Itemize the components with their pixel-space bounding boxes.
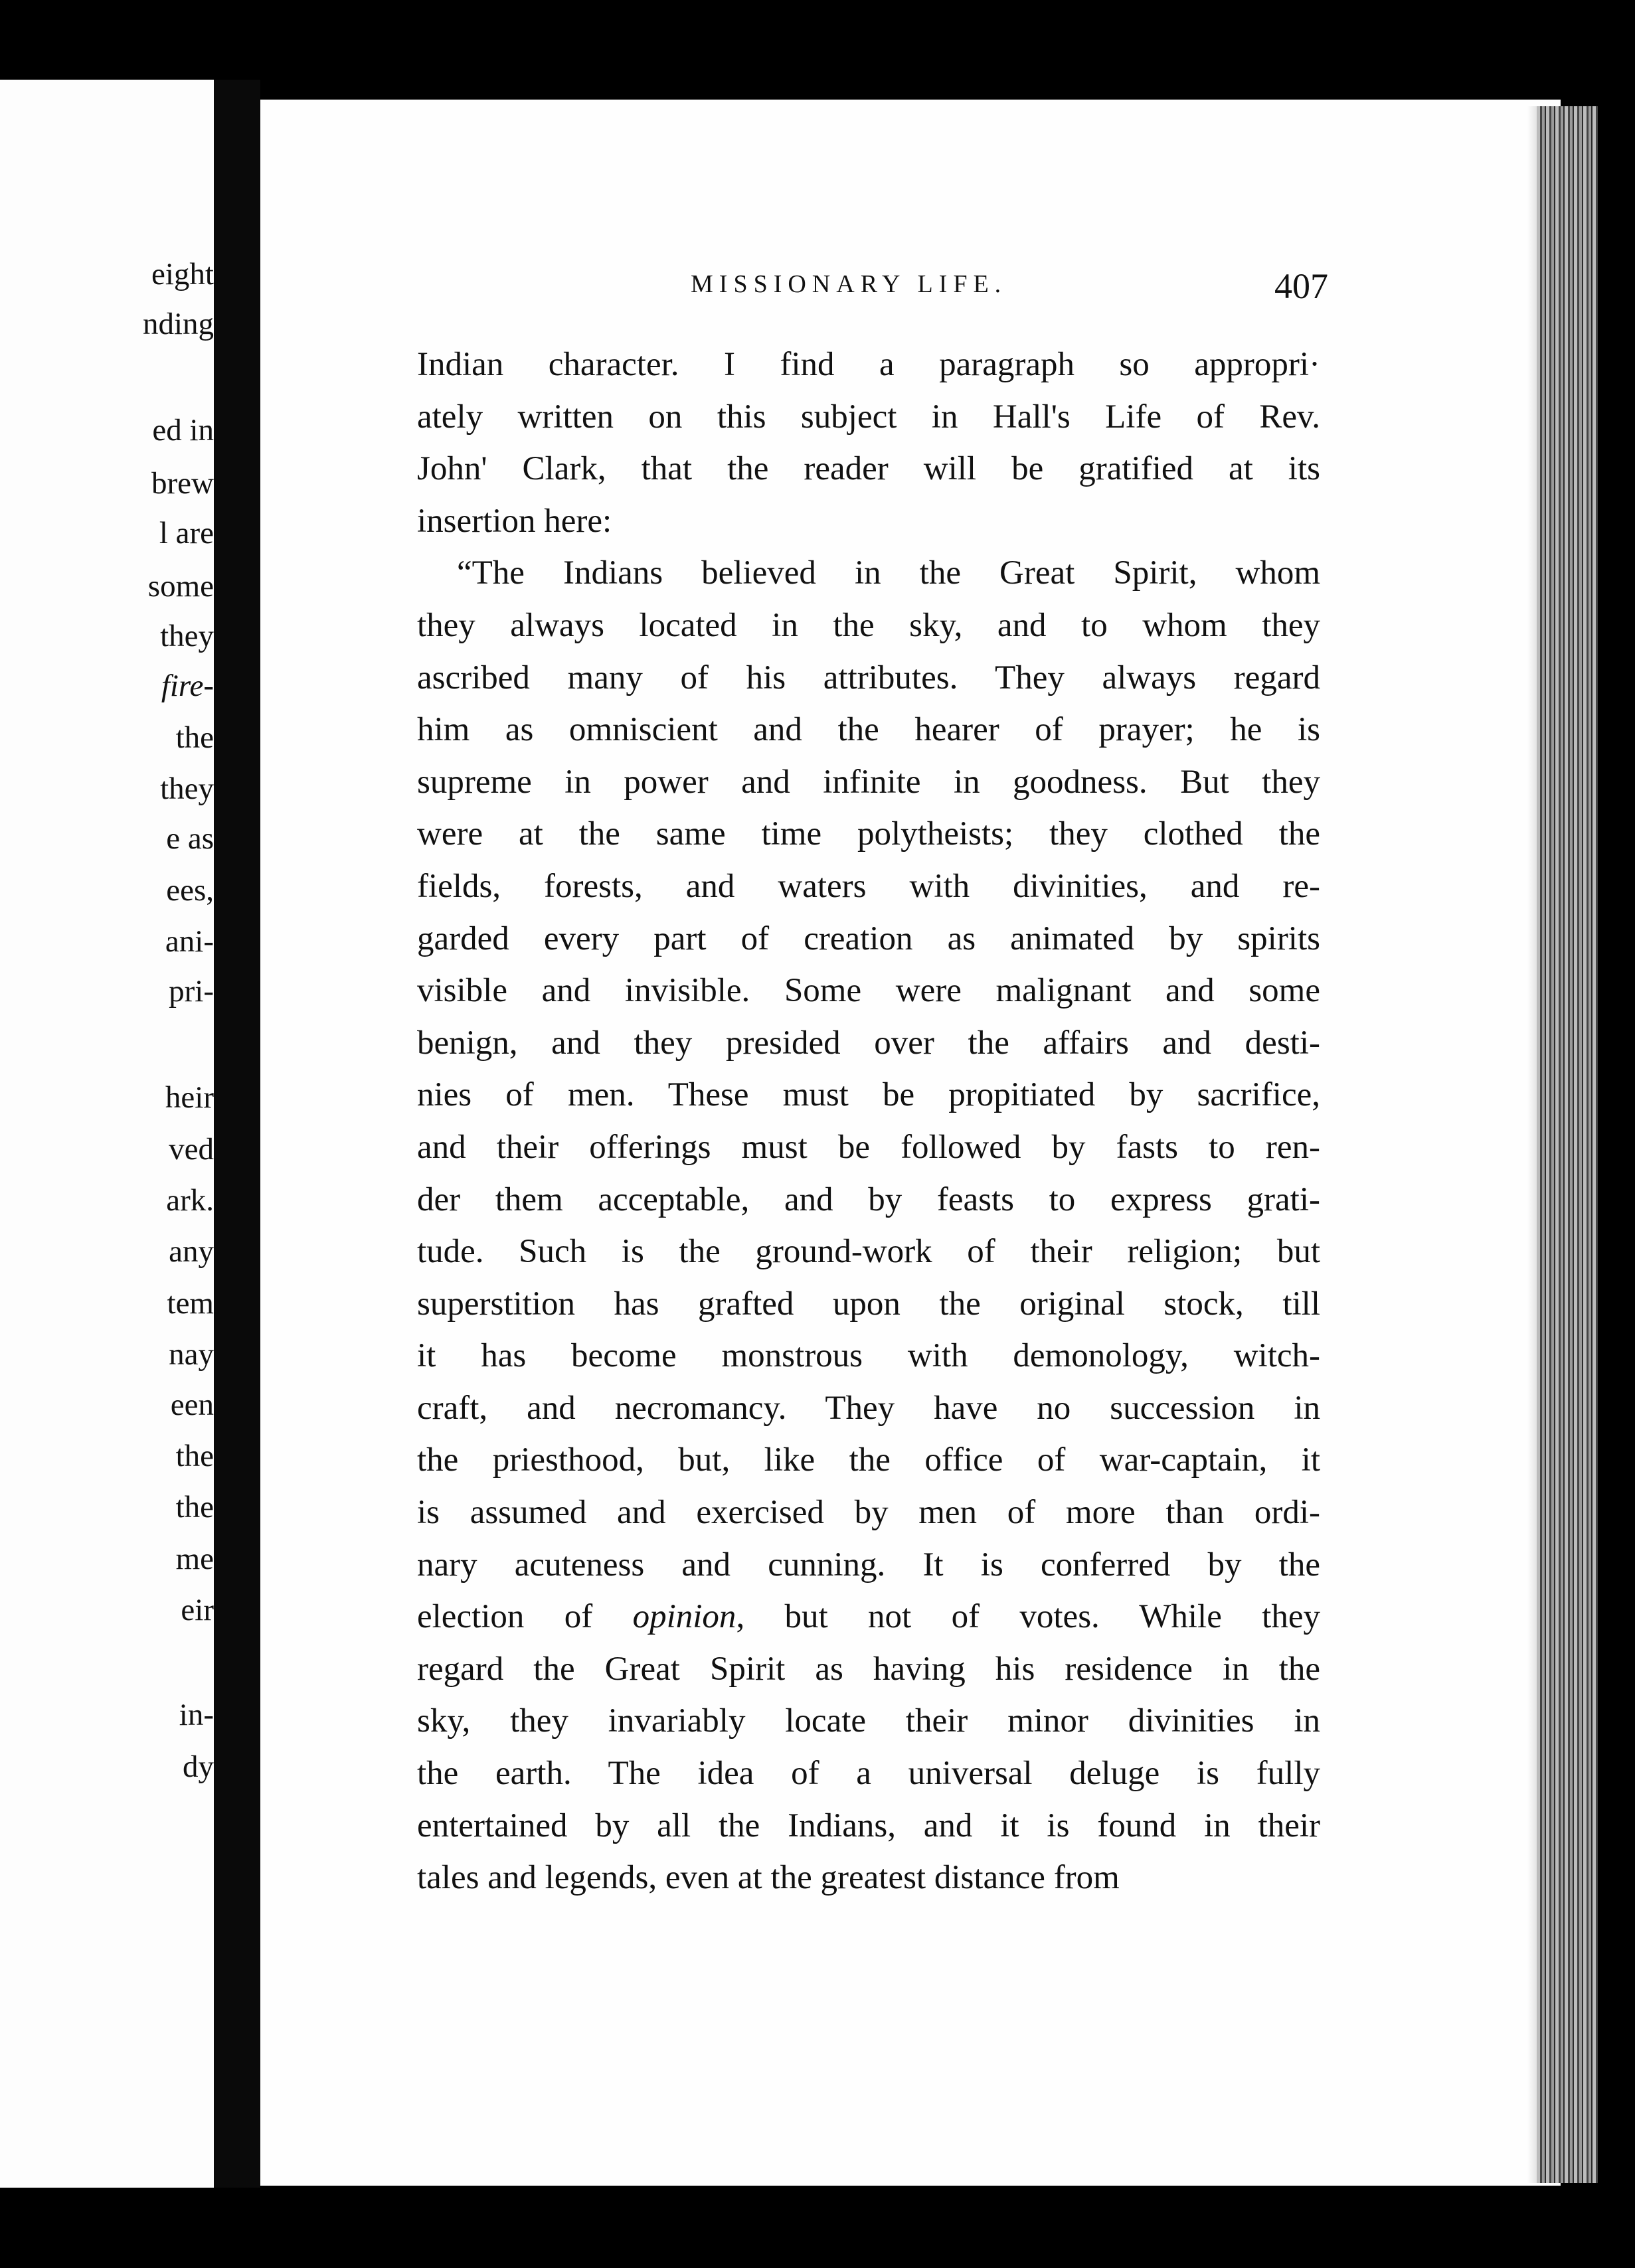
left-page-fragment: l are — [159, 516, 214, 550]
page-header — [691, 266, 1328, 319]
left-page-fragment: dy — [183, 1749, 214, 1784]
text-line: garded every part of creation as animated by spirits — [417, 920, 1320, 957]
text-line: John' Clark, that the reader will be gratified at its — [417, 450, 1320, 488]
italic-word: opinion — [632, 1598, 736, 1636]
left-page-fragment: the — [175, 1439, 214, 1473]
text-line: superstition has grafted upon the original stock, till — [417, 1285, 1320, 1323]
text-line: the priesthood, but, like the office of war-captain, it — [417, 1441, 1320, 1479]
text-line: insertion here: — [417, 502, 612, 540]
text-line: ascribed many of his attributes. They always regard — [417, 659, 1320, 696]
left-page-fragment: in- — [179, 1698, 214, 1732]
left-page-fragment: the — [175, 1490, 214, 1524]
left-page-fragment: e as — [166, 821, 214, 856]
left-page-fragment: heir — [165, 1080, 214, 1115]
left-page-fragment: the — [175, 720, 214, 755]
left-page-fragment: eight — [151, 257, 214, 291]
left-page-fragment: ved — [169, 1132, 214, 1167]
page-edges — [1537, 106, 1598, 2183]
running-head: MISSIONARY LIFE. — [691, 270, 1007, 298]
text-line: visible and invisible. Some were malignant and some — [417, 972, 1320, 1010]
text-line: him as omniscient and the hearer of prayer; he is — [417, 711, 1320, 749]
text-line: sky, they invariably locate their minor divinities in — [417, 1702, 1320, 1740]
text-line: “The Indians believed in the Great Spirit, whom — [457, 554, 1320, 592]
left-page-fragment: ees, — [166, 873, 214, 908]
left-page-fragment: tem — [167, 1286, 214, 1321]
text-line: fields, forests, and waters with divinities, and re- — [417, 867, 1320, 905]
text-line: supreme in power and infinite in goodness. But they — [417, 763, 1320, 801]
text-line: entertained by all the Indians, and it is found in their — [417, 1807, 1320, 1844]
book-gutter — [214, 80, 260, 2188]
text-line: nary acuteness and cunning. It is conferred by the — [417, 1546, 1320, 1583]
text-line: nies of men. These must be propitiated by sacrifice, — [417, 1076, 1320, 1114]
text-line: tude. Such is the ground-work of their religion; but — [417, 1233, 1320, 1271]
text-line: craft, and necromancy. They have no succession in — [417, 1389, 1320, 1427]
left-page-fragment: nay — [169, 1337, 214, 1372]
text-line: der them acceptable, and by feasts to express grati- — [417, 1180, 1320, 1218]
left-page-fragment: me — [175, 1542, 214, 1576]
scan-border — [0, 2188, 1635, 2268]
page-number: 407 — [1274, 266, 1328, 306]
text-line: and their offerings must be followed by fasts to ren- — [417, 1128, 1320, 1166]
left-page-fragment: ark. — [166, 1183, 214, 1218]
left-page-fragment: they — [160, 619, 214, 653]
text-line: ately written on this subject in Hall's Life of Rev. — [417, 398, 1320, 436]
left-page-fragment: they — [160, 771, 214, 806]
text-line: is assumed and exercised by men of more than ordi- — [417, 1494, 1320, 1532]
text-line: it has become monstrous with demonology, witch- — [417, 1337, 1320, 1375]
text-line: benign, and they presided over the affairs and desti- — [417, 1024, 1320, 1062]
text-line: were at the same time polytheists; they clothed the — [417, 815, 1320, 853]
text-line: election of opinion, but not of votes. While they — [417, 1598, 1320, 1636]
text-line: they always located in the sky, and to whom they — [417, 606, 1320, 644]
left-page — [0, 80, 214, 2188]
left-page-fragment: brew — [151, 466, 214, 501]
left-page-fragment: eir — [181, 1593, 214, 1627]
left-page-fragment: ed in — [152, 413, 214, 447]
left-page-fragment: ani- — [165, 924, 214, 959]
left-page-fragment: fire- — [161, 669, 214, 703]
left-page-fragment: een — [170, 1388, 214, 1422]
left-page-fragment: nding — [142, 307, 214, 341]
left-page-fragment: some — [147, 569, 214, 604]
left-page-fragment: any — [169, 1234, 214, 1269]
body-text — [417, 339, 1320, 1904]
text-line: tales and legends, even at the greatest distance from — [417, 1859, 1120, 1897]
text-line: the earth. The idea of a universal deluge is fully — [417, 1755, 1320, 1793]
text-line: Indian character. I find a paragraph so appropri· — [417, 346, 1320, 383]
text-line: regard the Great Spirit as having his residence in the — [417, 1650, 1320, 1688]
left-page-fragment: pri- — [169, 974, 214, 1009]
